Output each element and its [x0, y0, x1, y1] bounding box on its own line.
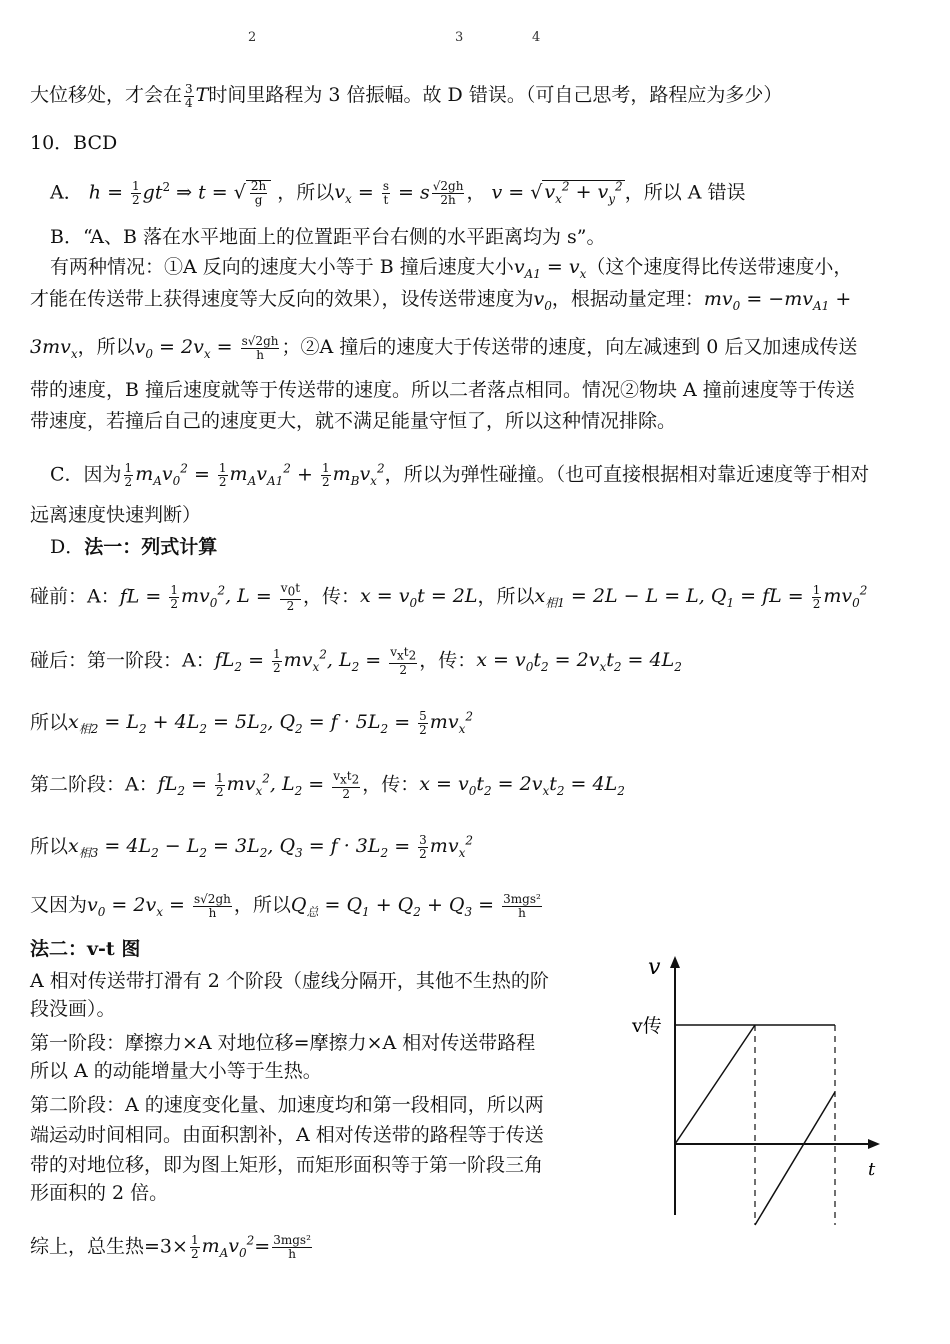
text-line: 碰后：第一阶段：A：$fL_2$ = $\frac{1}{2}$ $mv_x^2$, $L_2$ = $\frac{v_xt_2}{2}$ ，传：$x = v_0t_2 = 2v_xt_2 = 4L_2$	[30, 645, 682, 677]
text-line: 所以$x_{相2} = L_2 + 4L_2 = 5L_2$, $Q_2 = f \cdot 5L_2$ = $\frac{5}{2}$ $mv_x^2$	[30, 708, 473, 737]
text-line: 第一阶段：摩擦力×A 对地位移=摩擦力×A 相对传送带路程	[30, 1032, 536, 1054]
fragment-text: 2	[248, 30, 257, 45]
t-axis-arrow-icon	[868, 1139, 880, 1149]
text-line: 又因为$v_0 = 2v_x$ = $\frac{s√2gh}{h}$ ，所以$Q_总 = Q_1 + Q_2 + Q_3$ = $\frac{\text{3mgs²}}{h}$	[30, 891, 541, 920]
velocity-segment-1	[675, 1025, 755, 1144]
text-line: 端运动时间相同。由面积割补，A 相对传送带的路程等于传送	[30, 1124, 544, 1146]
v-axis-label: v	[648, 955, 661, 980]
text-line: 所以$x_{相3} = 4L_2 - L_2 = 3L_2$, $Q_3 = f \cdot 3L_2$ = $\frac{3}{2}$ $mv_x^2$	[30, 832, 473, 861]
text-line: 有两种情况：①A 反向的速度大小等于 B 撞后速度大小$v_{A1} = v_x$（这个速度得比传送带速度小，	[50, 256, 853, 281]
text-line: 段没画）。	[30, 998, 116, 1020]
text-line: 所以 A 的动能增量大小等于生热。	[30, 1060, 322, 1082]
text-line: 第二阶段：A 的速度变化量、加速度均和第一段相同，所以两	[30, 1094, 544, 1116]
text-line: 远离速度快速判断）	[30, 504, 202, 526]
option-b-line: B．“A、B 落在水平地面上的位置距平台右侧的水平距离均为 s”。	[50, 226, 606, 248]
v-axis-arrow-icon	[670, 956, 680, 968]
option-c-line: C．因为 $\frac{1}{2}$ $m_Av_0^2$ = $\frac{1}{2}$ $m_Av_{A1}^2$ + $\frac{1}{2}$ $m_Bv_x^2$，所以为弹性碰撞。（也可直接根据相对靠近速度等于相对	[50, 460, 870, 489]
text-line: A 相对传送带打滑有 2 个阶段（虚线分隔开，其他不生热的阶	[30, 970, 549, 992]
text-line: 才能在传送带上获得速度等大反向的效果），设传送带速度为$v_0$，根据动量定理：$mv_0 = -mv_{A1}$ +	[30, 288, 852, 313]
text-line: 带的对地位移，即为图上矩形，而矩形面积等于第一阶段三角	[30, 1154, 544, 1176]
text-line: 碰前：A：fL = $\frac{1}{2}$ $mv_0^2$, L = $\frac{v_0t}{2}$ ，传：$x = v_0t = 2L$，所以$x_{相1} = 2L - L = L$, $Q_1$ = fL = $\frac{1}{2}$ $mv_0^2$	[30, 581, 868, 613]
question-number: 10．BCD	[30, 132, 118, 154]
fragment-text: 3	[455, 30, 464, 45]
fragment-text: 4	[532, 30, 541, 45]
t-axis-label: t	[868, 1159, 876, 1180]
vt-diagram	[630, 950, 890, 1230]
text-line: 第二阶段：A：$fL_2$ = $\frac{1}{2}$ $mv_x^2$, $L_2$ = $\frac{v_xt_2}{2}$ ，传：$x = v_0t_2 = 2v_xt_2 = 4L_2$	[30, 769, 625, 801]
option-a-line: A． h = $\frac{1}{2}$ $gt^2$ ⇒ t = √ $\frac{2h}{g}$ ，所以$v_x$ = $\frac{s}{t}$ = s $\frac{√2gh}{2h}$ ， v = √ $v_x^2 + v_y^2$ ，所以 A 错误	[50, 178, 746, 207]
text-line: 大位移处，才会在 $\frac{3}{4}$ T时间里路程为 3 倍振幅。故 D 错误。（可自己思考，路程应为多少）	[30, 81, 783, 110]
option-d-title: D．法一：列式计算	[50, 536, 218, 558]
velocity-segment-2	[755, 1092, 835, 1225]
method-two-title: 法二：v-t 图	[30, 938, 141, 960]
text-line: 形面积的 2 倍。	[30, 1182, 169, 1204]
text-line: 带的速度，B 撞后速度就等于传送带的速度。所以二者落点相同。情况②物块 A 撞前速度等于传送	[30, 379, 855, 401]
summary-line: 综上，总生热=3× $\frac{1}{2}$ $m_Av_0^2=$ $\frac{\text{3mgs²}}{h}$	[30, 1232, 311, 1261]
belt-speed-label: v传	[632, 1015, 662, 1037]
text-line: 带速度，若撞后自己的速度更大，就不满足能量守恒了，所以这种情况排除。	[30, 410, 677, 432]
text-line: $3mv_x$，所以$v_0 = 2v_x$ = $\frac{s√2gh}{h}$ ；②A 撞后的速度大于传送带的速度，向左减速到 0 后又加速成传送	[30, 333, 858, 362]
